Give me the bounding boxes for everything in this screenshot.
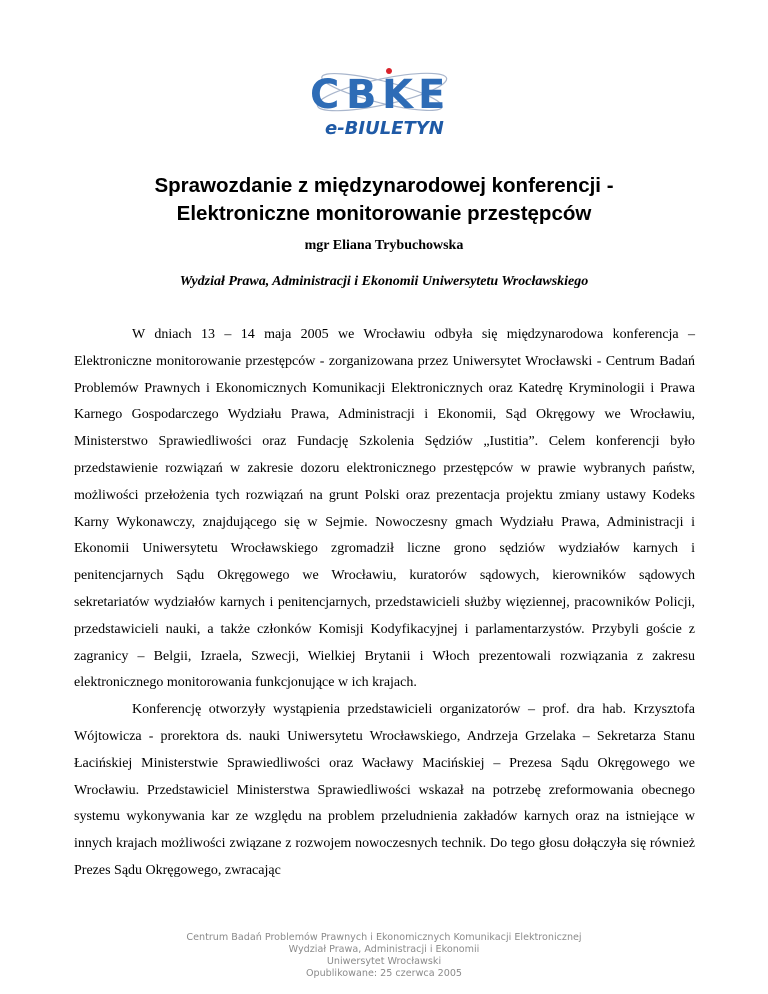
paragraph-1: W dniach 13 – 14 maja 2005 we Wrocławiu odbyła się międzynarodowa konferencja – Elektroniczne monitorowanie przestępców - zorganizowana przez Uniwersytet Wrocławski - Centrum Badań Problemów Prawnych i Ekonomicznych Komunikacji Elektronicznych oraz Katedrę Kryminologii i Prawa Karnego Gospodarczego Wydziału Prawa, Administracji i Ekonomii, Sąd Okręgowy we Wrocławiu, Ministerstwo Sprawiedliwości oraz Fundację Szkolenia Sędziów „Iustitia”. Celem konferencji było przedstawienie rozwiązań w zakresie dozoru elektronicznego przestępców w prawie wybranych państw, możliwości przełożenia tych rozwiązań na grunt Polski oraz prezentacja projektu zmiany ustawy Kodeks Karny Wykonawczy, znajdującego się w Sejmie. Nowoczesny gmach Wydziału Prawa, Administracji i Ekonomii Uniwersytetu Wrocławskiego zgromadził liczne grono sędziów wydziałów karnych i penitencjarnych Sądu Okręgowego we Wrocławiu, kuratorów sądowych, kierowników sądowych sekretariatów wydziałów karnych i penitencjarnych, przedstawicieli służby więziennej, pracowników Policji, przedstawicieli nauki, a także członków Komisji Kodyfikacyjnej i parlamentarzystów. Przybyli goście z zagranicy – Belgii, Izraela, Szwecji, Wielkiej Brytanii i Włoch prezentowali rozwiązania z zakresu elektronicznego monitorowania funkcjonujące w ich krajach. [74, 327, 695, 691]
footer-date: Opublikowane: 25 czerwca 2005 [305, 968, 463, 979]
logo-letter-e: E [418, 72, 446, 118]
paragraph-2: Konferencję otworzyły wystąpienia przedstawicieli organizatorów – prof. dra hab. Krzysztofa Wójtowicza - prorektora ds. nauki Uniwersytetu Wrocławskiego, Andrzeja Grzelaka – Sekretarza Stanu Łacińskiej Ministerstwie Sprawiedliwości oraz Wacławy Macińskiej – Prezesa Sądu Okręgowego we Wrocławiu. Przedstawiciel Ministerstwa Sprawiedliwości wskazał na potrzebę zreformowania obecnego systemu wykonywania kar ze względu na problem przeludnienia zakładów karnych oraz na istniejące w innych krajach możliwości związane z rozwojem nowoczesnych technik. Do tego głosu dołączyła się również Prezes Sądu Okręgowego, zwracając [74, 702, 695, 878]
logo-letter-c: C [310, 72, 340, 118]
author-affiliation: Wydział Prawa, Administracji i Ekonomii Uniwersytetu Wrocławskiego [179, 274, 589, 289]
page-title [40, 172, 728, 228]
title-line-1: Sprawozdanie z międzynarodowej konferencji - [154, 174, 614, 197]
atom-orbit-icon [298, 62, 468, 146]
logo-letter-k: K [382, 72, 413, 118]
cbke-logo [298, 62, 468, 146]
logo-subtitle: e-BIULETYN [325, 118, 444, 139]
footer-line-3: Uniwersytet Wrocławski [326, 956, 442, 967]
author-name: mgr Eliana Trybuchowska [304, 238, 464, 253]
footer-line-1: Centrum Badań Problemów Prawnych i Ekonomicznych Komunikacji Elektronicznej [186, 932, 582, 943]
logo-letter-b: B [346, 72, 377, 118]
article-body [74, 322, 695, 885]
title-line-2: Elektroniczne monitorowanie przestępców [176, 202, 592, 225]
page-footer [0, 932, 768, 980]
footer-line-2: Wydział Prawa, Administracji i Ekonomii [288, 944, 480, 955]
